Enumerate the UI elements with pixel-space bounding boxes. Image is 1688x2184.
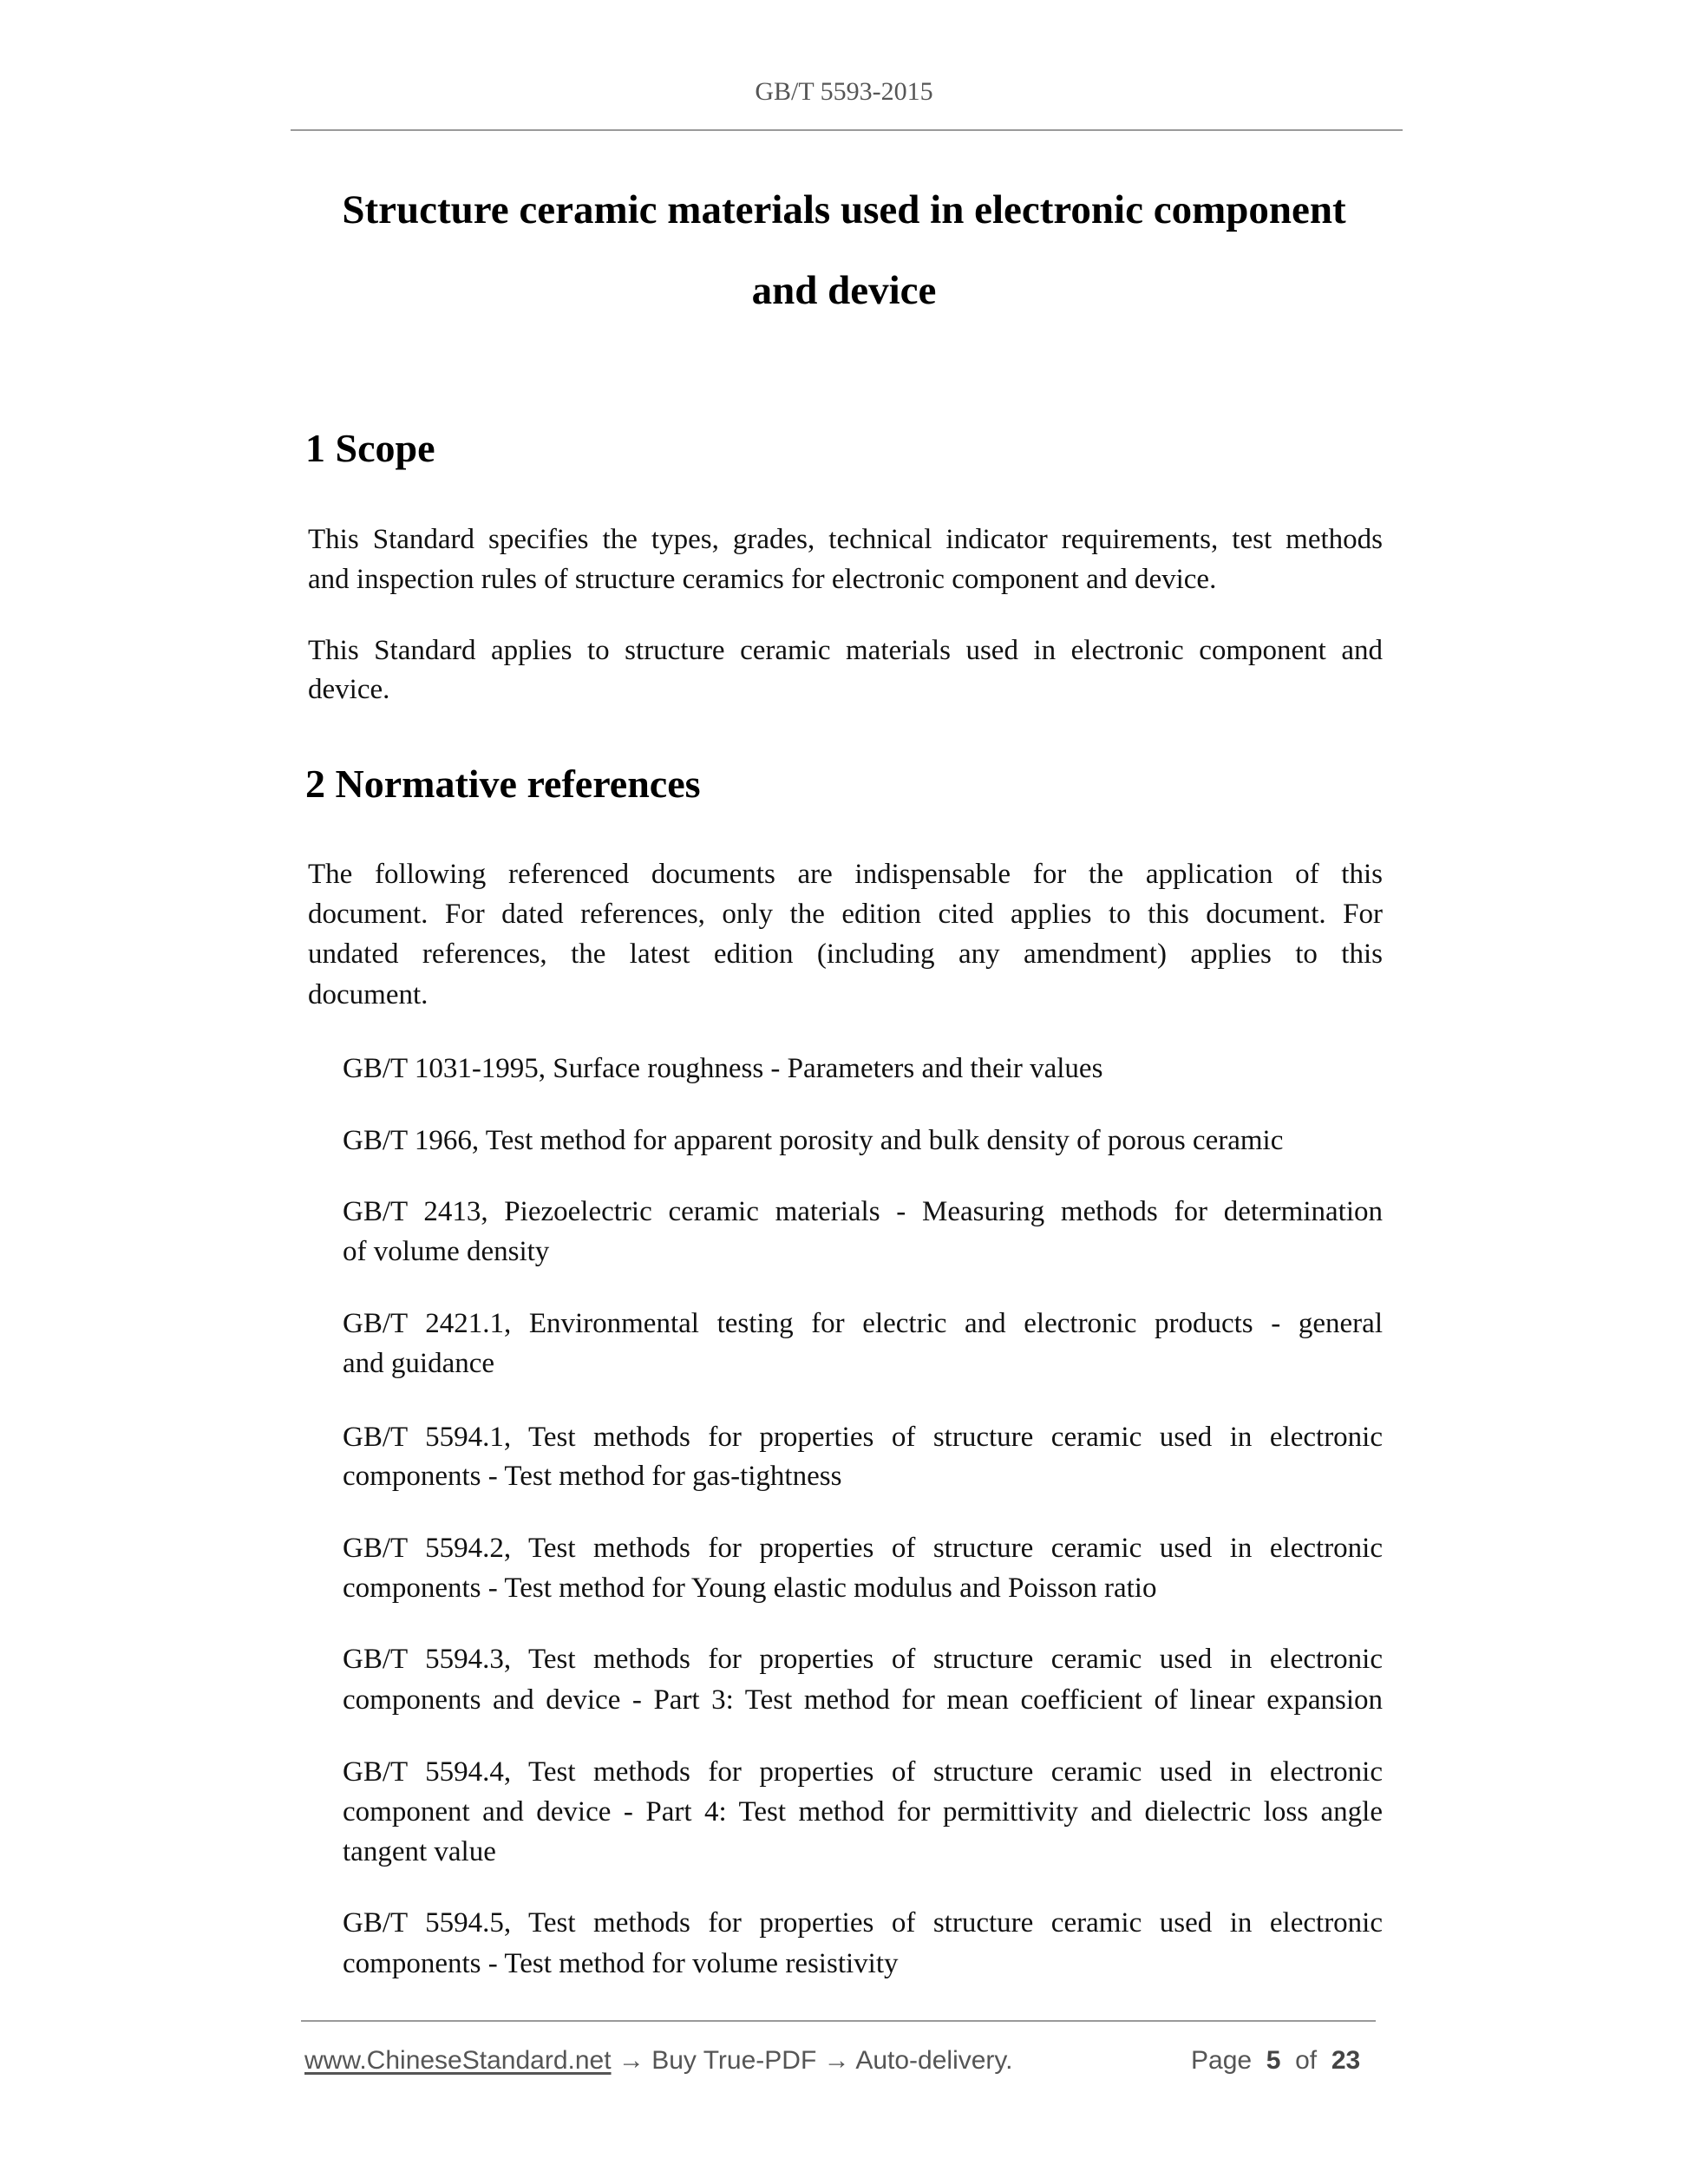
reference-item-gbt-5594-5-line-1: GB/T 5594.5, Test methods for properties of structure ceramic used in electronic	[343, 1907, 1383, 1939]
reference-item-gbt-2413-line-1: GB/T 2413, Piezoelectric ceramic materials - Measuring methods for determination	[343, 1196, 1383, 1227]
section-heading-scope: 1 Scope	[305, 426, 435, 470]
page-indicator	[1191, 2045, 1360, 2076]
arrow-right-icon: →	[618, 2046, 644, 2075]
reference-item-gbt-5594-3-line-2: components and device - Part 3: Test method for mean coefficient of linear expansion	[343, 1684, 1383, 1716]
arrow-right-icon: →	[823, 2046, 850, 2075]
reference-item-gbt-5594-2-line-2: components - Test method for Young elastic modulus and Poisson ratio	[343, 1573, 1157, 1604]
references-intro-line-2: document. For dated references, only the edition cited applies to this document. For	[308, 899, 1383, 930]
reference-item-gbt-2421-1-line-1: GB/T 2421.1, Environmental testing for electric and electronic products - general	[343, 1308, 1383, 1339]
reference-item-gbt-1966: GB/T 1966, Test method for apparent porosity and bulk density of porous ceramic	[343, 1125, 1284, 1156]
current-page-number: 5	[1266, 2046, 1281, 2075]
reference-item-gbt-5594-4-line-2: component and device - Part 4: Test method for permittivity and dielectric loss angle	[343, 1796, 1383, 1828]
references-intro-line-1: The following referenced documents are indispensable for the application of this	[308, 859, 1383, 890]
reference-item-gbt-5594-1-line-1: GB/T 5594.1, Test methods for properties of structure ceramic used in electronic	[343, 1422, 1383, 1453]
total-page-count: 23	[1331, 2046, 1361, 2075]
reference-item-gbt-5594-4-line-3: tangent value	[343, 1836, 496, 1867]
references-intro-line-3: undated references, the latest edition (including any amendment) applies to this	[308, 938, 1383, 970]
reference-item-gbt-2413-line-2: of volume density	[343, 1236, 550, 1267]
reference-item-gbt-1031: GB/T 1031-1995, Surface roughness - Parameters and their values	[343, 1053, 1103, 1084]
header-divider	[291, 129, 1403, 131]
scope-paragraph-1-line-1: This Standard specifies the types, grades, technical indicator requirements, test methods	[308, 524, 1383, 555]
references-intro-line-4: document.	[308, 979, 429, 1010]
running-header-standard-code: GB/T 5593-2015	[755, 77, 933, 106]
footer-divider	[301, 2020, 1376, 2022]
page-label: Page	[1191, 2046, 1253, 2075]
reference-item-gbt-5594-1-line-2: components - Test method for gas-tightness	[343, 1461, 842, 1492]
reference-item-gbt-5594-2-line-1: GB/T 5594.2, Test methods for properties of structure ceramic used in electronic	[343, 1533, 1383, 1564]
reference-item-gbt-5594-5-line-2: components - Test method for volume resistivity	[343, 1948, 899, 1979]
footer-promo	[304, 2045, 1013, 2076]
scope-paragraph-2-line-1: This Standard applies to structure ceramic materials used in electronic component and	[308, 635, 1383, 666]
of-label: of	[1295, 2046, 1318, 2075]
scope-paragraph-2-line-2: device.	[308, 674, 390, 705]
reference-item-gbt-5594-4-line-1: GB/T 5594.4, Test methods for properties of structure ceramic used in electronic	[343, 1756, 1383, 1788]
reference-item-gbt-2421-1-line-2: and guidance	[343, 1348, 495, 1379]
document-title-line-2: and device	[751, 268, 937, 313]
chinese-standard-link[interactable]: www.ChineseStandard.net	[304, 2046, 612, 2075]
reference-item-gbt-5594-3-line-1: GB/T 5594.3, Test methods for properties of structure ceramic used in electronic	[343, 1644, 1383, 1675]
auto-delivery-text: Auto-delivery.	[855, 2046, 1013, 2075]
buy-true-pdf-text: Buy True-PDF	[651, 2046, 817, 2075]
document-title-line-1: Structure ceramic materials used in electronic component	[342, 187, 1346, 232]
scope-paragraph-1-line-2: and inspection rules of structure ceramics for electronic component and device.	[308, 564, 1217, 595]
section-heading-normative-references: 2 Normative references	[305, 762, 701, 806]
